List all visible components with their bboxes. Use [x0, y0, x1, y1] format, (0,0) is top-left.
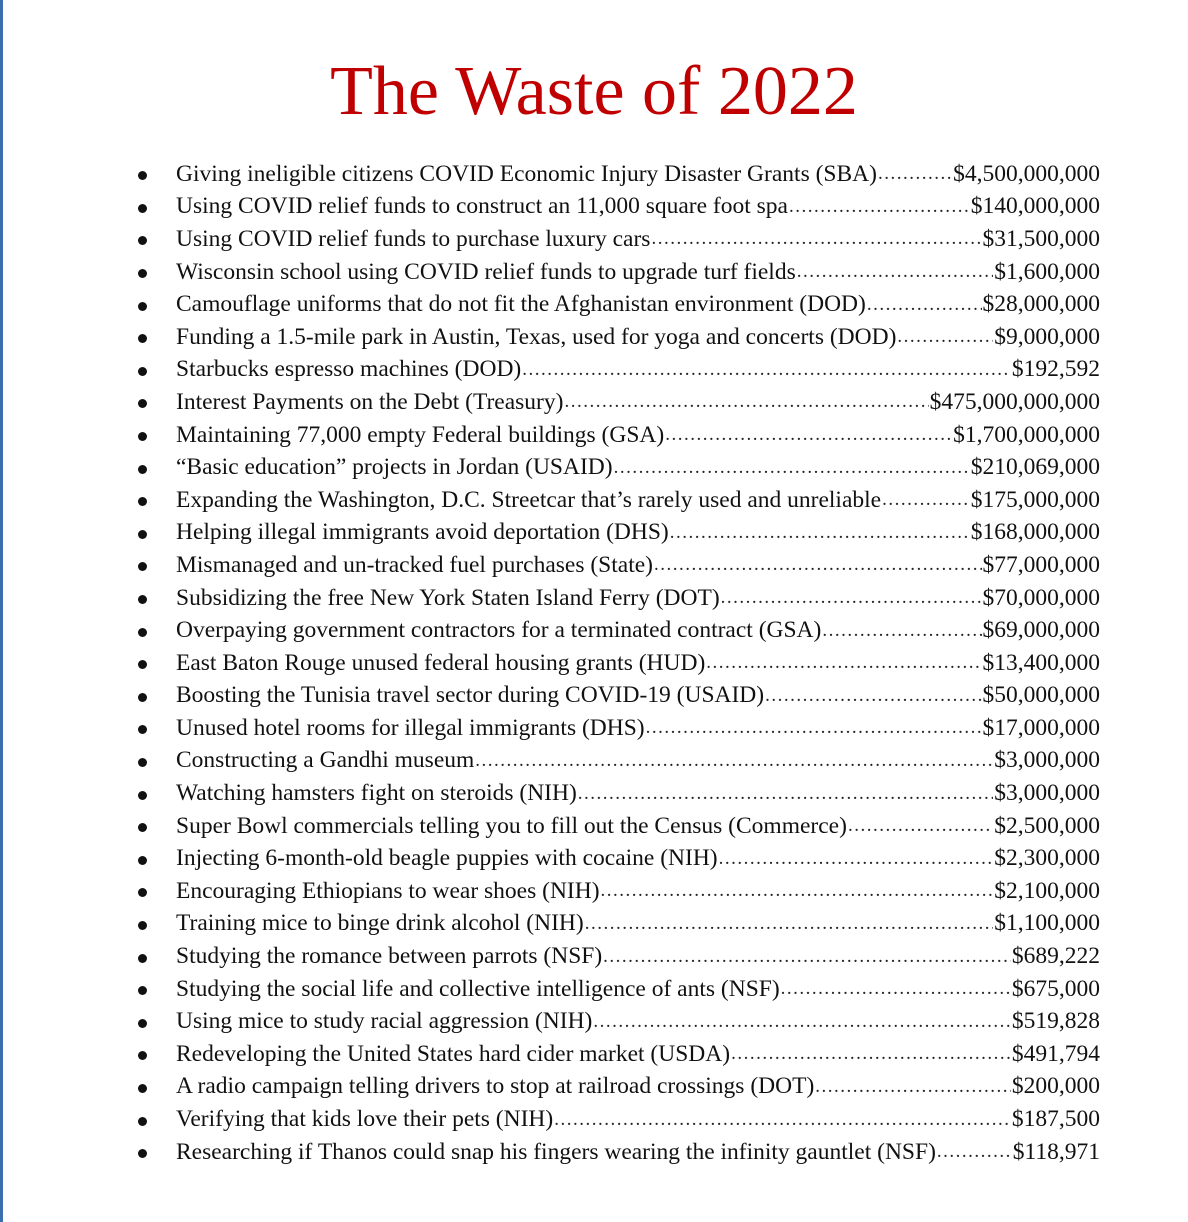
- dot-leader: [882, 486, 970, 514]
- dot-leader: [937, 1138, 1012, 1166]
- list-item: [138, 908, 1100, 941]
- list-item: [138, 1038, 1100, 1071]
- item-amount: $210,069,000: [970, 454, 1100, 481]
- item-amount: $1,600,000: [994, 258, 1100, 285]
- list-item: [138, 1005, 1100, 1038]
- dot-leader: [781, 975, 1011, 1003]
- dot-leader: [822, 617, 981, 645]
- dot-leader: [765, 682, 981, 710]
- dot-leader: [719, 845, 994, 873]
- bullet-icon: [138, 986, 147, 995]
- item-amount: $28,000,000: [982, 291, 1100, 318]
- bullet-icon: [138, 1084, 147, 1093]
- list-item: [138, 1103, 1100, 1136]
- item-label: A radio campaign telling drivers to stop at railroad crossings (DOT): [176, 1073, 815, 1100]
- item-label: Unused hotel rooms for illegal immigrants (DHS): [176, 714, 645, 741]
- item-label: Maintaining 77,000 empty Federal buildings (GSA): [176, 421, 665, 448]
- bullet-icon: [138, 236, 147, 245]
- item-label: Training mice to binge drink alcohol (NIH): [176, 910, 584, 937]
- item-label: Wisconsin school using COVID relief funds to upgrade turf fields: [176, 258, 796, 285]
- bullet-icon: [138, 1019, 147, 1028]
- dot-leader: [646, 714, 982, 742]
- item-amount: $187,500: [1011, 1106, 1100, 1133]
- bullet-icon: [138, 302, 147, 311]
- item-amount: $17,000,000: [982, 714, 1100, 741]
- item-amount: $9,000,000: [994, 323, 1100, 350]
- item-label: Subsidizing the free New York Staten Island Ferry (DOT): [176, 584, 720, 611]
- list-item: [138, 288, 1100, 321]
- item-label: Researching if Thanos could snap his fingers wearing the infinity gauntlet (NSF): [176, 1138, 936, 1165]
- list-item: [138, 973, 1100, 1006]
- bullet-icon: [138, 725, 147, 734]
- item-amount: $118,971: [1012, 1138, 1100, 1165]
- list-item: [138, 712, 1100, 745]
- dot-leader: [897, 323, 993, 351]
- item-label: East Baton Rouge unused federal housing grants (HUD): [176, 649, 706, 676]
- dot-leader: [789, 193, 970, 221]
- dot-leader: [654, 551, 982, 579]
- list-item: [138, 451, 1100, 484]
- item-label: Overpaying government contractors for a terminated contract (GSA): [176, 617, 822, 644]
- bullet-icon: [138, 204, 147, 213]
- item-amount: $31,500,000: [982, 225, 1100, 252]
- item-amount: $70,000,000: [982, 584, 1100, 611]
- item-amount: $140,000,000: [970, 193, 1100, 220]
- list-item: [138, 582, 1100, 615]
- list-item: [138, 842, 1100, 875]
- item-label: Watching hamsters fight on steroids (NIH): [176, 780, 577, 807]
- list-item: [138, 1071, 1100, 1104]
- bullet-icon: [138, 562, 147, 571]
- bullet-icon: [138, 1051, 147, 1060]
- item-amount: $168,000,000: [970, 519, 1100, 546]
- dot-leader: [670, 519, 970, 547]
- waste-list: [138, 158, 1100, 1168]
- dot-leader: [815, 1073, 1011, 1101]
- item-label: Injecting 6-month-old beagle puppies with cocaine (NIH): [176, 845, 718, 872]
- item-amount: $519,828: [1011, 1008, 1100, 1035]
- item-amount: $491,794: [1011, 1040, 1100, 1067]
- dot-leader: [721, 584, 982, 612]
- item-amount: $2,300,000: [994, 845, 1100, 872]
- bullet-icon: [138, 660, 147, 669]
- list-item: [138, 940, 1100, 973]
- list-item: [138, 517, 1100, 550]
- list-item: [138, 354, 1100, 387]
- item-label: Using mice to study racial aggression (NIH): [176, 1008, 593, 1035]
- bullet-icon: [138, 1149, 147, 1158]
- list-item: [138, 680, 1100, 713]
- list-item: [138, 745, 1100, 778]
- bullet-icon: [138, 693, 147, 702]
- item-amount: $1,700,000,000: [953, 421, 1100, 448]
- list-item: [138, 321, 1100, 354]
- item-label: Studying the social life and collective intelligence of ants (NSF): [176, 975, 780, 1002]
- item-label: Mismanaged and un-tracked fuel purchases (State): [176, 551, 653, 578]
- list-item: [138, 386, 1100, 419]
- item-amount: $50,000,000: [982, 682, 1100, 709]
- bullet-icon: [138, 1117, 147, 1126]
- item-amount: $77,000,000: [982, 551, 1100, 578]
- page-edge-border: [0, 0, 3, 1222]
- item-amount: $2,100,000: [994, 877, 1100, 904]
- item-amount: $689,222: [1011, 943, 1100, 970]
- list-item: [138, 614, 1100, 647]
- item-label: Boosting the Tunisia travel sector during COVID-19 (USAID): [176, 682, 765, 709]
- bullet-icon: [138, 399, 147, 408]
- item-label: “Basic education” projects in Jordan (USAID): [176, 454, 613, 481]
- item-label: Encouraging Ethiopians to wear shoes (NIH): [176, 877, 600, 904]
- dot-leader: [475, 747, 993, 775]
- bullet-icon: [138, 628, 147, 637]
- item-amount: $3,000,000: [994, 747, 1100, 774]
- bullet-icon: [138, 758, 147, 767]
- list-item: [138, 1136, 1100, 1169]
- dot-leader: [651, 225, 981, 253]
- item-label: Interest Payments on the Debt (Treasury): [176, 388, 564, 415]
- bullet-icon: [138, 954, 147, 963]
- item-label: Helping illegal immigrants avoid deportation (DHS): [176, 519, 669, 546]
- bullet-icon: [138, 334, 147, 343]
- item-label: Expanding the Washington, D.C. Streetcar that’s rarely used and unreliable: [176, 486, 882, 513]
- list-item: [138, 484, 1100, 517]
- list-item: [138, 875, 1100, 908]
- bullet-icon: [138, 171, 147, 180]
- item-label: Starbucks espresso machines (DOD): [176, 356, 522, 383]
- list-item: [138, 419, 1100, 452]
- list-item: [138, 777, 1100, 810]
- dot-leader: [578, 780, 993, 808]
- bullet-icon: [138, 856, 147, 865]
- list-item: [138, 256, 1100, 289]
- item-amount: $675,000: [1011, 975, 1100, 1002]
- item-label: Redeveloping the United States hard cider market (USDA): [176, 1040, 731, 1067]
- item-amount: $175,000,000: [970, 486, 1100, 513]
- item-label: Using COVID relief funds to construct an 11,000 square foot spa: [176, 193, 788, 220]
- bullet-icon: [138, 823, 147, 832]
- bullet-icon: [138, 432, 147, 441]
- bullet-icon: [138, 595, 147, 604]
- item-label: Funding a 1.5-mile park in Austin, Texas, used for yoga and concerts (DOD): [176, 323, 897, 350]
- item-label: Studying the romance between parrots (NSF): [176, 943, 603, 970]
- page-title: The Waste of 2022: [330, 53, 858, 130]
- item-label: Camouflage uniforms that do not fit the Afghanistan environment (DOD): [176, 291, 866, 318]
- bullet-icon: [138, 367, 147, 376]
- item-amount: $69,000,000: [982, 617, 1100, 644]
- item-label: Verifying that kids love their pets (NIH): [176, 1106, 554, 1133]
- item-amount: $475,000,000,000: [929, 388, 1100, 415]
- item-amount: $2,500,000: [994, 812, 1100, 839]
- item-amount: $1,100,000: [994, 910, 1100, 937]
- list-item: [138, 810, 1100, 843]
- dot-leader: [731, 1040, 1011, 1068]
- item-label: Using COVID relief funds to purchase luxury cars: [176, 225, 651, 252]
- dot-leader: [614, 454, 970, 482]
- dot-leader: [867, 291, 982, 319]
- dot-leader: [593, 1008, 1011, 1036]
- list-item: [138, 549, 1100, 582]
- dot-leader: [522, 356, 1011, 384]
- dot-leader: [706, 649, 981, 677]
- dot-leader: [601, 877, 994, 905]
- item-amount: $4,500,000,000: [953, 160, 1100, 187]
- item-amount: $13,400,000: [982, 649, 1100, 676]
- bullet-icon: [138, 791, 147, 800]
- dot-leader: [554, 1106, 1011, 1134]
- bullet-icon: [138, 497, 147, 506]
- dot-leader: [603, 943, 1011, 971]
- list-item: [138, 158, 1100, 191]
- item-label: Super Bowl commercials telling you to fill out the Census (Commerce): [176, 812, 847, 839]
- bullet-icon: [138, 530, 147, 539]
- list-item: [138, 223, 1100, 256]
- list-item: [138, 191, 1100, 224]
- dot-leader: [564, 388, 928, 416]
- dot-leader: [665, 421, 952, 449]
- item-amount: $200,000: [1011, 1073, 1100, 1100]
- bullet-icon: [138, 888, 147, 897]
- bullet-icon: [138, 921, 147, 930]
- dot-leader: [848, 812, 993, 840]
- dot-leader: [797, 258, 994, 286]
- bullet-icon: [138, 465, 147, 474]
- bullet-icon: [138, 269, 147, 278]
- dot-leader: [878, 160, 952, 188]
- item-label: Giving ineligible citizens COVID Economic Injury Disaster Grants (SBA): [176, 160, 877, 187]
- dot-leader: [585, 910, 994, 938]
- list-item: [138, 647, 1100, 680]
- item-label: Constructing a Gandhi museum: [176, 747, 475, 774]
- item-amount: $3,000,000: [994, 780, 1100, 807]
- item-amount: $192,592: [1011, 356, 1100, 383]
